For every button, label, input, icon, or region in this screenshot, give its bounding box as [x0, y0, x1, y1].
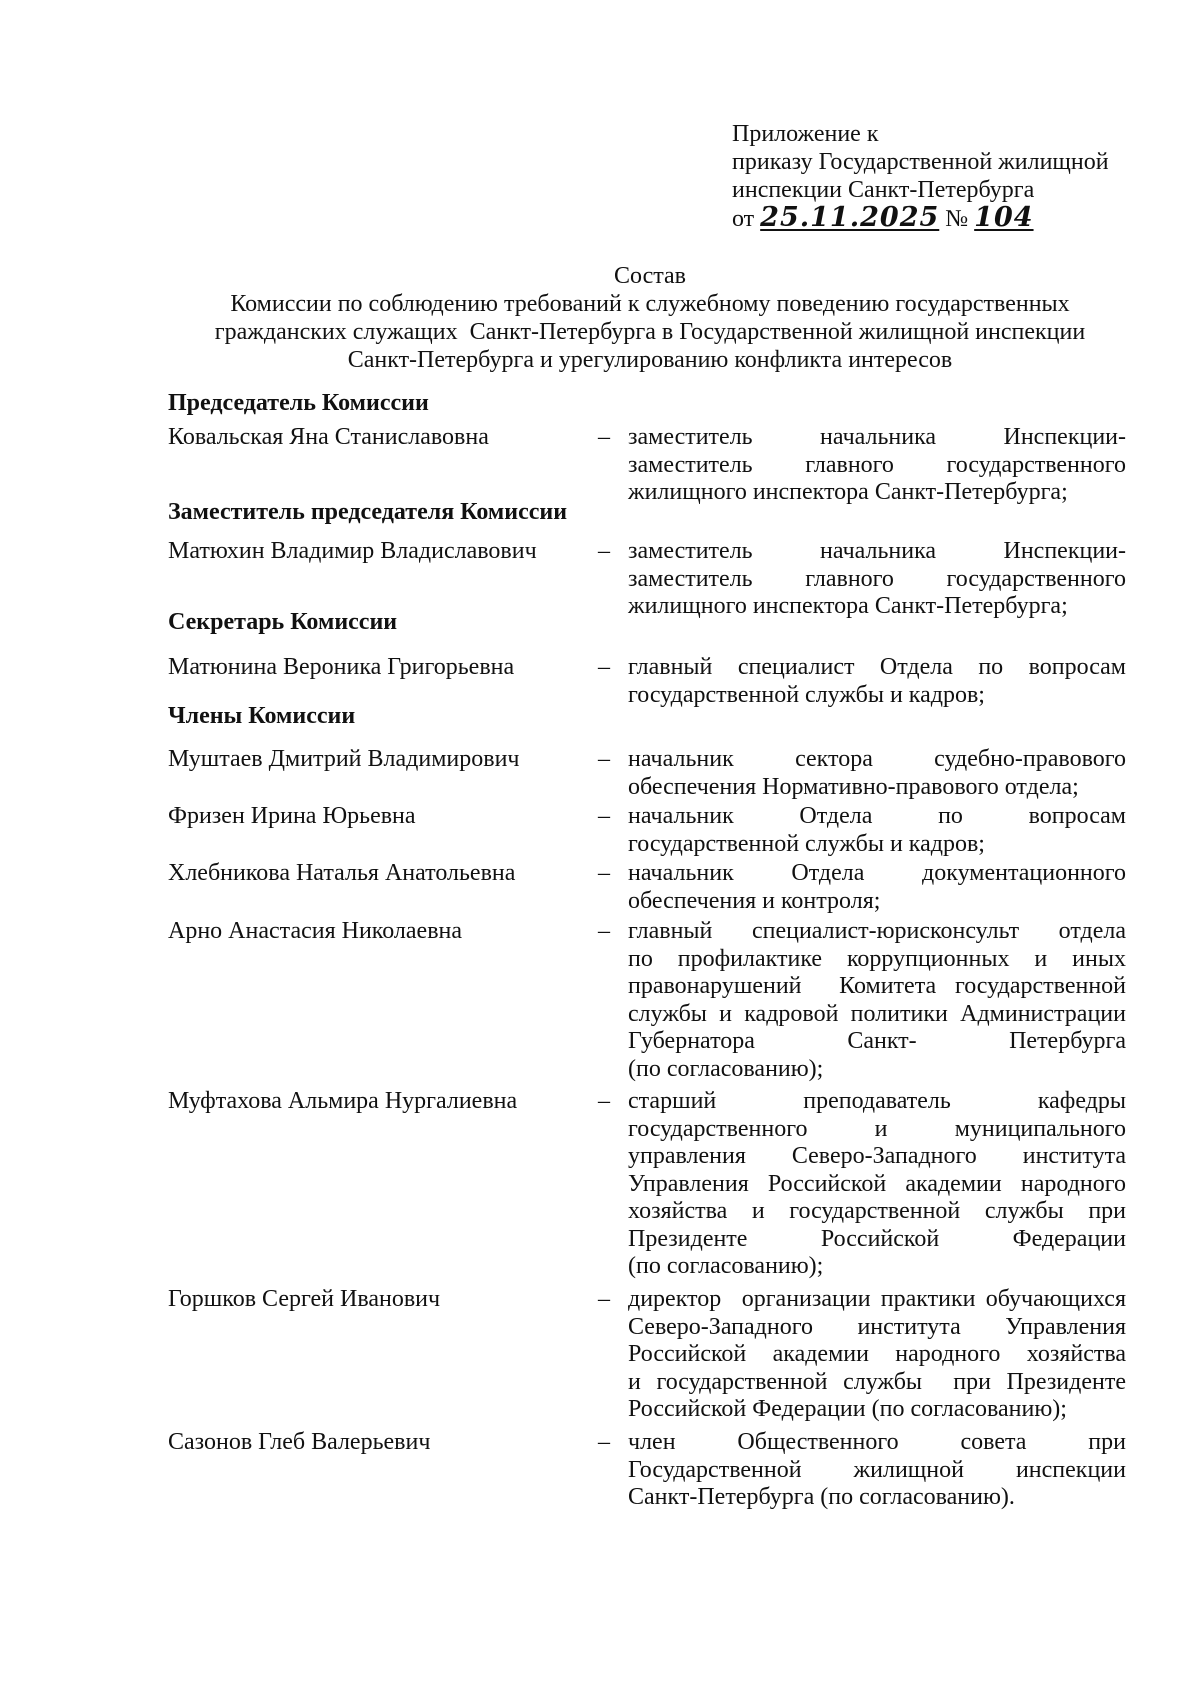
member-position-line: и государственной службы при Президенте [628, 1368, 1126, 1395]
member-position-line: управления Северо-Западного института [628, 1143, 1126, 1169]
member-position-line: обеспечения и контроля; [628, 887, 881, 914]
member-position-line: государственной службы и кадров; [628, 681, 985, 708]
member-position-line: (по согласованию); [628, 1253, 824, 1279]
number-sign: № [945, 206, 969, 232]
member-position [628, 746, 1126, 801]
member-position-line: по профилактике коррупционных и иных [628, 945, 1126, 972]
member-position-line: государственной службы и кадров; [628, 830, 985, 857]
title-line-4: Санкт-Петербурга и урегулированию конфликта интересов [347, 347, 953, 373]
member-position-line: Управления Российской академии народного [628, 1170, 1126, 1197]
member-position-line: старший преподаватель кафедры [628, 1088, 1126, 1114]
member-position-line: Государственной жилищной инспекции [628, 1456, 1126, 1483]
member-dash: – [598, 803, 610, 829]
member-name: Матюхин Владимир Владиславович [168, 538, 537, 564]
member-name: Муфтахова Альмира Нургалиевна [168, 1088, 518, 1114]
handwritten-date: 25.11.2025 [760, 202, 940, 233]
member-dash: – [598, 746, 610, 772]
date-prefix: от [732, 206, 755, 232]
member-name: Муштаев Дмитрий Владимирович [168, 746, 520, 772]
member-dash: – [598, 424, 610, 450]
member-position-line: хозяйства и государственной службы при [628, 1198, 1126, 1224]
member-position-line: (по согласованию); [628, 1055, 824, 1082]
title-line-3: гражданских служащих Санкт-Петербурга в Государственной жилищной инспекции [214, 319, 1086, 345]
annex-date-line [732, 204, 1109, 233]
member-position-line: Губернатора Санкт- Петербурга [628, 1028, 1126, 1054]
member-name: Фризен Ирина Юрьевна [168, 803, 416, 829]
member-dash: – [598, 918, 610, 944]
member-name: Горшков Сергей Иванович [168, 1286, 441, 1312]
section-members: Члены Комиссии [168, 703, 356, 729]
member-position-line: Президенте Российской Федерации [628, 1225, 1126, 1252]
member-position-line: обеспечения Нормативно-правового отдела; [628, 773, 1079, 800]
section-chair: Председатель Комиссии [168, 390, 429, 416]
section-secretary: Секретарь Комиссии [168, 609, 398, 635]
member-position-line: Российской Федерации (по согласованию); [628, 1396, 1067, 1422]
title-line-2: Комиссии по соблюдению требований к служебному поведению государственных [230, 291, 1070, 317]
member-position-line: заместитель главного государственного [628, 451, 1126, 478]
handwritten-number: 104 [974, 202, 1034, 233]
member-position-line: правонарушений Комитета государственной [628, 973, 1126, 999]
member-position-line: начальник Отдела документационного [628, 860, 1126, 886]
member-position-line: директор организации практики обучающихся [628, 1286, 1126, 1312]
member-name: Арно Анастасия Николаевна [168, 918, 463, 944]
member-position-line: Российской академии народного хозяйства [628, 1341, 1126, 1367]
title-line-1: Состав [613, 263, 687, 289]
member-name: Хлебникова Наталья Анатольевна [168, 860, 516, 886]
member-dash: – [598, 1088, 610, 1114]
annex-block [732, 120, 1109, 233]
annex-line-2: приказу Государственной жилищной [732, 149, 1109, 175]
member-position-line: службы и кадровой политики Администрации [628, 1000, 1126, 1027]
member-position-line: начальник сектора судебно-правового [628, 746, 1126, 772]
member-position [628, 1429, 1126, 1512]
document-title [160, 262, 1140, 374]
section-deputy: Заместитель председателя Комиссии [168, 499, 568, 525]
member-position [628, 424, 1126, 507]
member-name: Матюнина Вероника Григорьевна [168, 654, 515, 680]
member-position-line: Санкт-Петербурга (по согласованию). [628, 1484, 1015, 1510]
member-position-line: заместитель главного государственного [628, 565, 1126, 592]
member-position-line: жилищного инспектора Санкт-Петербурга; [628, 593, 1068, 619]
annex-line-3: инспекции Санкт-Петербурга [732, 177, 1035, 203]
member-position-line: заместитель начальника Инспекции- [628, 424, 1126, 450]
member-dash: – [598, 860, 610, 886]
member-dash: – [598, 538, 610, 564]
member-position-line: жилищного инспектора Санкт-Петербурга; [628, 479, 1068, 505]
member-position-line: член Общественного совета при [628, 1429, 1126, 1455]
member-position-line: государственного и муниципального [628, 1115, 1126, 1142]
member-position [628, 1286, 1126, 1424]
member-name: Ковальская Яна Станиславовна [168, 424, 489, 450]
member-dash: – [598, 654, 610, 680]
annex-line-1: Приложение к [732, 121, 879, 147]
member-dash: – [598, 1286, 610, 1312]
member-position-line: начальник Отдела по вопросам [628, 803, 1126, 829]
member-name: Сазонов Глеб Валерьевич [168, 1429, 431, 1455]
member-position [628, 918, 1126, 1083]
member-position-line: Северо-Западного института Управления [628, 1313, 1126, 1340]
member-position-line: главный специалист Отдела по вопросам [628, 654, 1126, 680]
member-dash: – [598, 1429, 610, 1455]
member-position [628, 1088, 1126, 1281]
member-position [628, 803, 1126, 858]
member-position [628, 654, 1126, 709]
member-position-line: заместитель начальника Инспекции- [628, 538, 1126, 564]
member-position [628, 860, 1126, 915]
member-position-line: главный специалист-юрисконсульт отдела [628, 918, 1126, 944]
member-position [628, 538, 1126, 621]
